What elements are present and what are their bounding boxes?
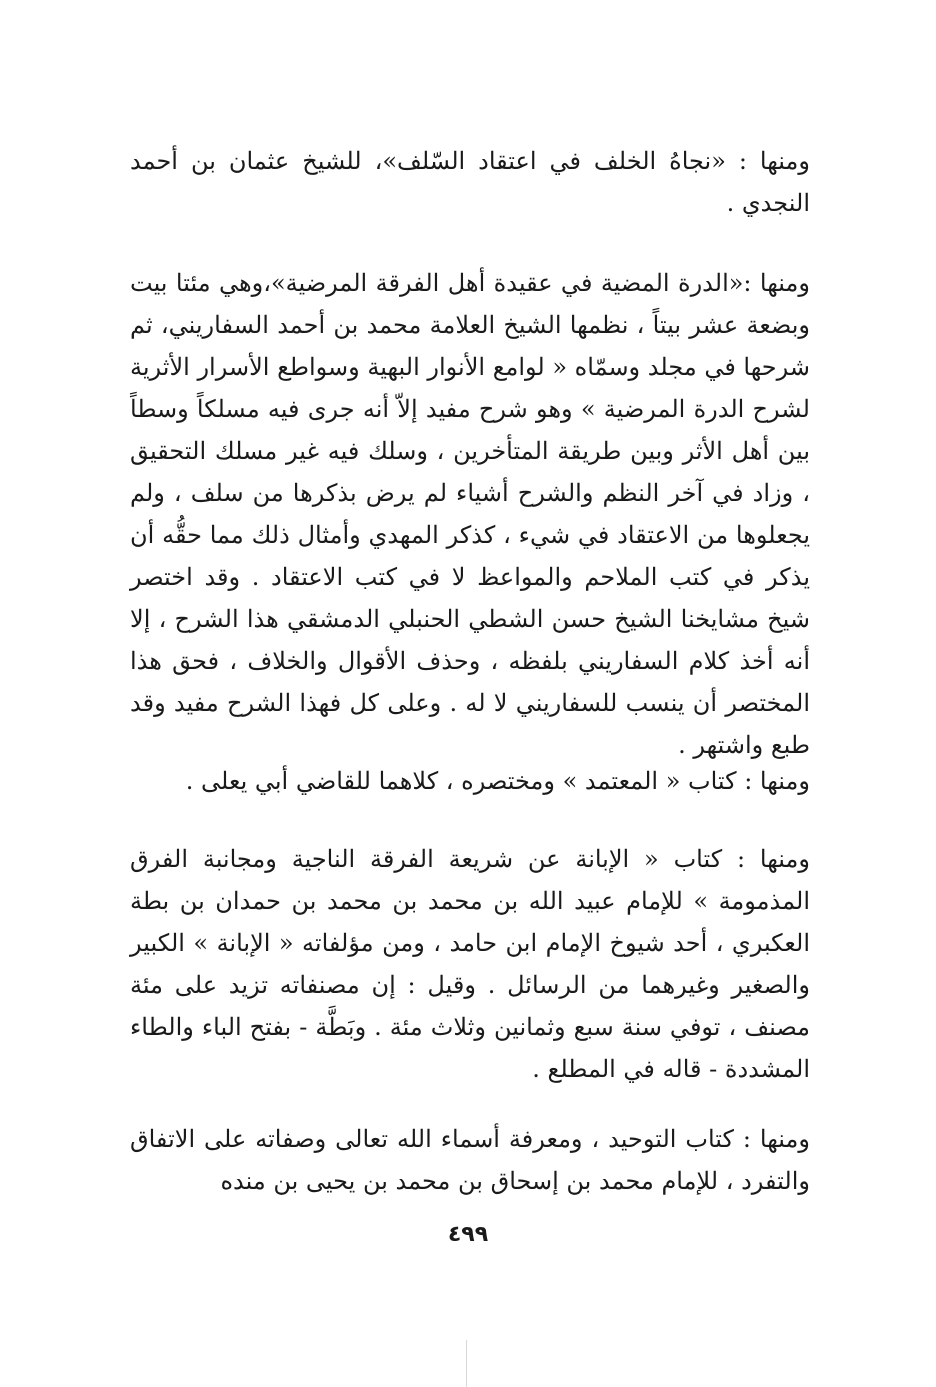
paragraph-al-ibana — [130, 838, 810, 1090]
paragraph-text: ومنها : كتاب « الإبانة عن شريعة الفرقة الناجية ومجانبة الفرق المذمومة » للإمام عبيد الله بن محمد بن محمد بن حمدان بن بطة العكبري ، أحد شيوخ الإمام ابن حامد ، ومن مؤلفاته « الإبانة » الكبير والصغير وغيرهما من الرسائل . وقيل : إن مصنفاته تزيد على مئة مصنف ، توفي سنة سبع وثمانين وثلاث مئة . وبَطَّة - بفتح الباء والطاء المشددة - قاله في المطلع . — [130, 845, 810, 1083]
scan-line-mark — [466, 1340, 467, 1387]
page-number: ٤٩٩ — [447, 1222, 489, 1247]
paragraph-text: ومنها : كتاب التوحيد ، ومعرفة أسماء الله تعالى وصفاته على الاتفاق والتفرد ، للإمام محمد بن إسحاق بن محمد بن يحيى بن منده — [130, 1125, 810, 1195]
paragraph-al-mutamad — [130, 760, 810, 802]
paragraph-kitab-al-tawhid — [130, 1118, 810, 1202]
paragraph-text: ومنها : «نجاهُ الخلف في اعتقاد السّلف»، للشيخ عثمان بن أحمد النجدي . — [130, 147, 810, 217]
paragraph-text: ومنها : كتاب « المعتمد » ومختصره ، كلاهما للقاضي أبي يعلى . — [185, 767, 810, 795]
paragraph-najat-al-khalaf — [130, 140, 810, 224]
paragraph-text: ومنها :«الدرة المضية في عقيدة أهل الفرقة المرضية»،وهي مئتا بيت وبضعة عشر بيتاً ، نظمها الشيخ العلامة محمد بن أحمد السفاريني، ثم شرحها في مجلد وسمّاه « لوامع الأنوار البهية وسواطع الأسرار الأثرية لشرح الدرة المرضية » وهو شرح مفيد إلاّ أنه جرى فيه مسلكاً وسطاً بين أهل الأثر وبين طريقة المتأخرين ، وسلك فيه غير مسلك التحقيق ، وزاد في آخر النظم والشرح أشياء لم يرض بذكرها من سلف ، ولم يجعلوها من الاعتقاد في شيء ، كذكر المهدي وأمثال ذلك مما حقُّه أن يذكر في كتب الملاحم والمواعظ لا في كتب الاعتقاد . وقد اختصر شيخ مشايخنا الشيخ حسن الشطي الحنبلي الدمشقي هذا الشرح ، إلا أنه أخذ كلام السفاريني بلفظه ، وحذف الأقوال والخلاف ، فحق هذا المختصر أن ينسب للسفاريني لا له . وعلى كل فهذا الشرح مفيد وقد طبع واشتهر . — [130, 269, 811, 759]
paragraph-al-durra-al-mudiyya — [130, 262, 810, 766]
